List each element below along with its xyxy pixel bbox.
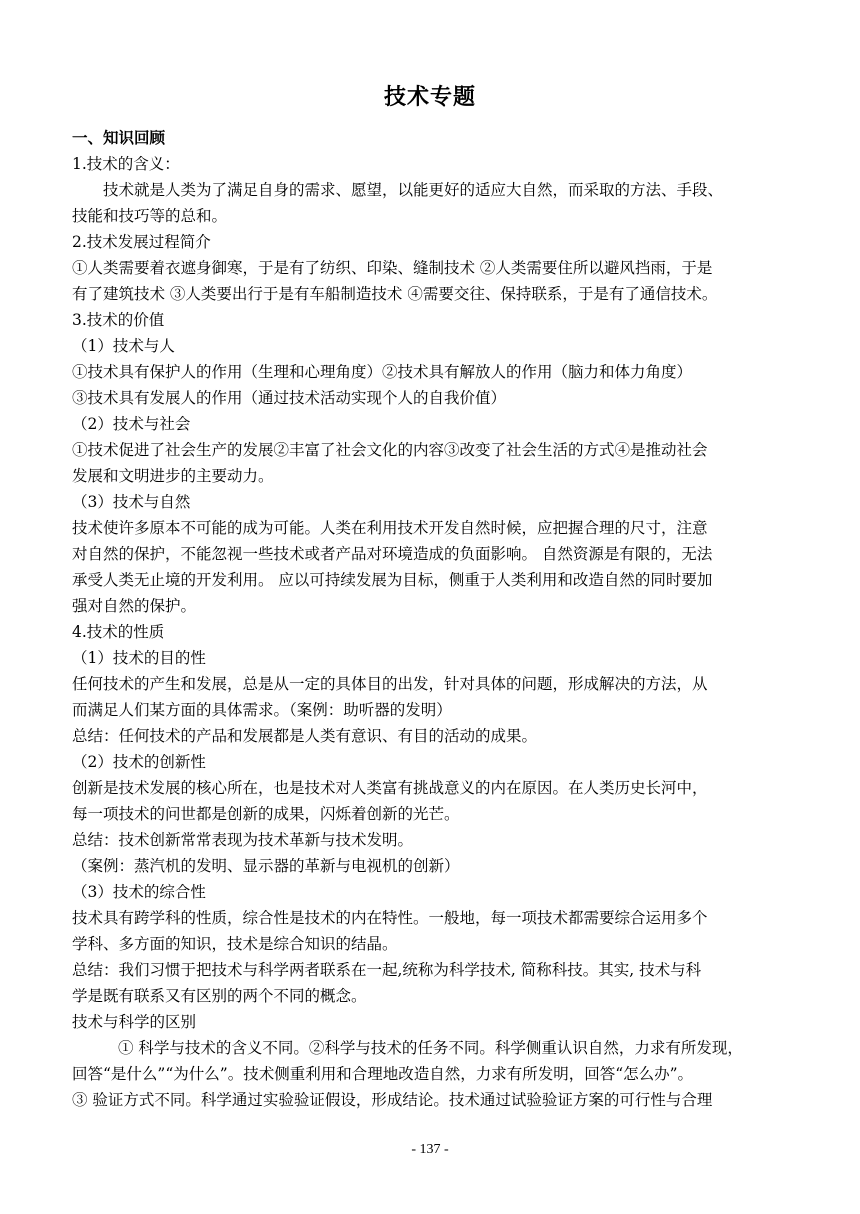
paragraph-line: 技术使许多原本不可能的成为可能。人类在利用技术开发自然时候，应把握合理的尺寸，注意 (72, 519, 708, 537)
case-line: （案例：蒸汽机的发明、显示器的革新与电视机的创新） (72, 857, 460, 875)
paragraph-line: ① 科学与技术的含义不同。②科学与技术的任务不同。科学侧重认识自然，力求有所发现， (118, 1039, 743, 1057)
sub-subheading: （3）技术的综合性 (72, 883, 206, 901)
paragraph-line: 每一项技术的问世都是创新的成果，闪烁着创新的光芒。 (72, 805, 460, 823)
paragraph-line: 技术就是人类为了满足自身的需求、愿望，以能更好的适应大自然，而采取的方法、手段、 (103, 181, 724, 199)
paragraph-line: 发展和文明进步的主要动力。 (72, 467, 274, 485)
page-number: - 137 - (411, 1142, 449, 1157)
paragraph-line: ③技术具有发展人的作用（通过技术活动实现个人的自我价值） (72, 389, 507, 407)
paragraph-line: 任何技术的产生和发展，总是从一定的具体目的出发，针对具体的问题，形成解决的方法，从 (72, 675, 708, 693)
summary-line: 总结：任何技术的产品和发展都是人类有意识、有目的活动的成果。 (72, 727, 538, 745)
subheading-development: 2.技术发展过程简介 (72, 233, 211, 251)
paragraph-line: 技术具有跨学科的性质，综合性是技术的内在特性。一般地，每一项技术都需要综合运用多个 (72, 909, 708, 927)
paragraph-line: 学是既有联系又有区别的两个不同的概念。 (72, 987, 367, 1005)
summary-line: 总结：技术创新常常表现为技术革新与技术发明。 (72, 831, 414, 849)
paragraph-line: 学科、多方面的知识，技术是综合知识的结晶。 (72, 935, 398, 953)
paragraph-line: 强对自然的保护。 (72, 597, 197, 615)
paragraph-line: 承受人类无止境的开发利用。 应以可持续发展为目标，侧重于人类利用和改造自然的同时要加 (72, 571, 713, 589)
section-heading: 一、知识回顾 (72, 129, 166, 147)
subheading-properties: 4.技术的性质 (72, 623, 165, 641)
paragraph-line: ①技术具有保护人的作用（生理和心理角度）②技术具有解放人的作用（脑力和体力角度） (72, 363, 693, 381)
page-title: 技术专题 (383, 85, 476, 110)
paragraph-line: ③ 验证方式不同。科学通过实验验证假设，形成结论。技术通过试验验证方案的可行性与合理 (72, 1091, 713, 1109)
sub-subheading: （1）技术的目的性 (72, 649, 206, 667)
paragraph-line: 回答“是什么”“为什么”。技术侧重利用和合理地改造自然，力求有所发明，回答“怎么办”。 (72, 1065, 694, 1083)
paragraph-line: 对自然的保护，不能忽视一些技术或者产品对环境造成的负面影响。 自然资源是有限的，无法 (72, 545, 713, 563)
sub-subheading: （3）技术与自然 (72, 493, 191, 511)
paragraph-line: ①技术促进了社会生产的发展②丰富了社会文化的内容③改变了社会生活的方式④是推动社会 (72, 441, 708, 459)
sub-subheading: （1）技术与人 (72, 337, 175, 355)
paragraph-line: ①人类需要着衣遮身御寒，于是有了纺织、印染、缝制技术 ②人类需要住所以避风挡雨，于是 (72, 259, 713, 277)
subheading-technology-meaning: 1.技术的含义： (72, 155, 180, 173)
subheading-value: 3.技术的价值 (72, 311, 165, 329)
paragraph-line: 而满足人们某方面的具体需求。（案例：助听器的发明） (72, 701, 452, 719)
subheading-tech-vs-science: 技术与科学的区别 (72, 1013, 197, 1031)
paragraph-line: 有了建筑技术 ③人类要出行于是有车船制造技术 ④需要交往、保持联系，于是有了通信技术。 (72, 285, 718, 303)
document-body (72, 125, 790, 1113)
summary-line: 总结：我们习惯于把技术与科学两者联系在一起,统称为科学技术, 简称科技。其实, 技术与科 (72, 961, 702, 979)
sub-subheading: （2）技术的创新性 (72, 753, 206, 771)
paragraph-line: 技能和技巧等的总和。 (72, 207, 228, 225)
sub-subheading: （2）技术与社会 (72, 415, 191, 433)
paragraph-line: 创新是技术发展的核心所在，也是技术对人类富有挑战意义的内在原因。在人类历史长河中， (72, 779, 708, 797)
